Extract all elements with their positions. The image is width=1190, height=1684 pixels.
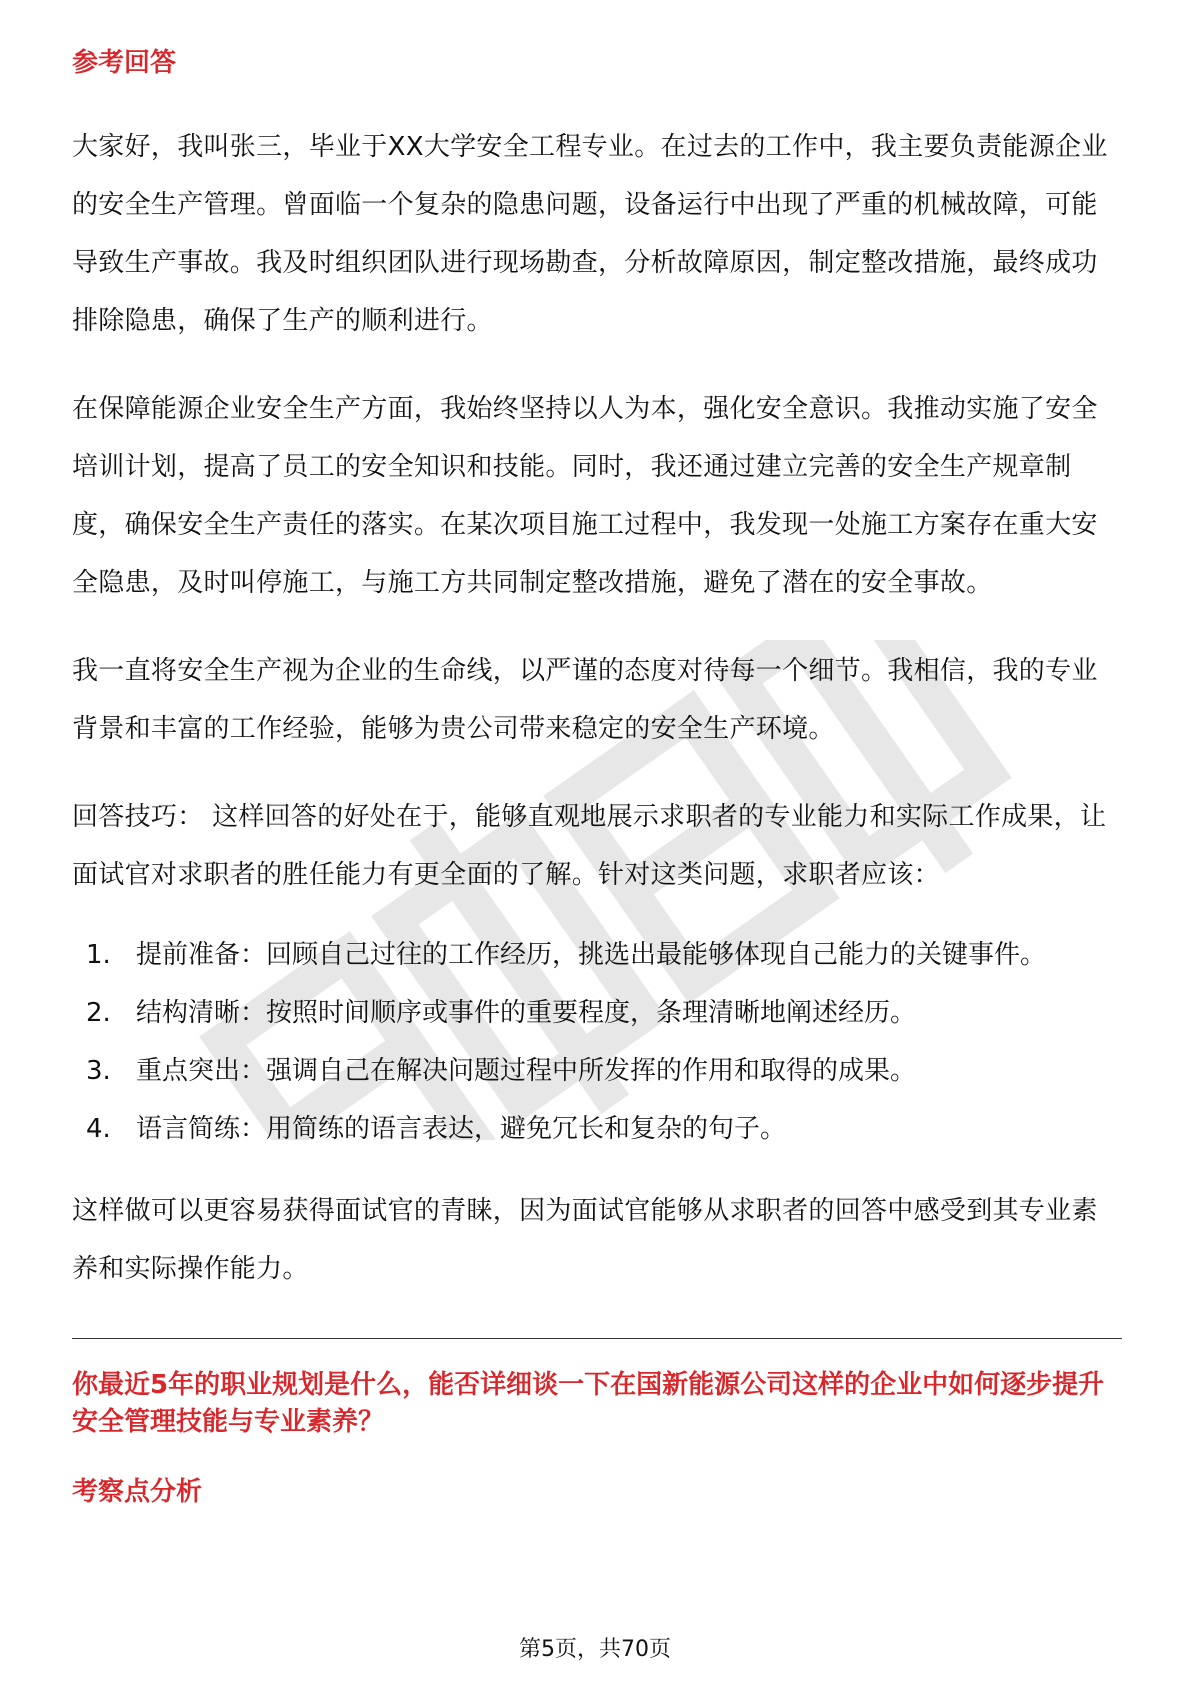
list-item-text: 结构清晰：按照时间顺序或事件的重要程度，条理清晰地阐述经历。 (136, 998, 917, 1028)
answer-paragraph-3: 我一直将安全生产视为企业的生命线，以严谨的态度对待每一个细节。我相信，我的专业背景和丰富的工作经验，能够为贵公司带来稳定的安全生产环境。 (72, 656, 1098, 744)
next-question-heading: 你最近5年的职业规划是什么，能否详细谈一下在国新能源公司这样的企业中如何逐步提升安全管理技能与专业素养？ (72, 1370, 1105, 1437)
list-item-number: 1. (86, 940, 111, 970)
analysis-heading: 考察点分析 (72, 1477, 203, 1507)
list-item (72, 1100, 1122, 1158)
reference-answer-heading: 参考回答 (72, 48, 177, 78)
list-item-text: 重点突出：强调自己在解决问题过程中所发挥的作用和取得的成果。 (136, 1056, 917, 1086)
tips-intro: 回答技巧： 这样回答的好处在于，能够直观地展示求职者的专业能力和实际工作成果，让面试官对求职者的胜任能力有更全面的了解。针对这类问题，求职者应该： (72, 802, 1107, 890)
answer-paragraph-2: 在保障能源企业安全生产方面，我始终坚持以人为本，强化安全意识。我推动实施了安全培训计划，提高了员工的安全知识和技能。同时，我还通过建立完善的安全生产规章制度，确保安全生产责任的落实。在某次项目施工过程中，我发现一处施工方案存在重大安全隐患，及时叫停施工，与施工方共同制定整改措施，避免了潜在的安全事故。 (72, 394, 1098, 598)
list-item-number: 2. (86, 998, 111, 1028)
tips-list (72, 926, 1122, 1158)
answer-paragraph-1: 大家好，我叫张三，毕业于XX大学安全工程专业。在过去的工作中，我主要负责能源企业的安全生产管理。曾面临一个复杂的隐患问题，设备运行中出现了严重的机械故障，可能导致生产事故。我及时组织团队进行现场勘查，分析故障原因，制定整改措施，最终成功排除隐患，确保了生产的顺利进行。 (72, 132, 1108, 336)
list-item (72, 926, 1122, 984)
list-item-text: 语言简练：用简练的语言表达，避免冗长和复杂的句子。 (136, 1114, 787, 1144)
tips-conclusion: 这样做可以更容易获得面试官的青睐，因为面试官能够从求职者的回答中感受到其专业素养和实际操作能力。 (72, 1196, 1098, 1284)
list-item (72, 984, 1122, 1042)
document-page (72, 44, 1122, 1511)
list-item (72, 1042, 1122, 1100)
page-indicator: 第5页，共70页 (519, 1637, 671, 1662)
list-item-text: 提前准备：回顾自己过往的工作经历，挑选出最能够体现自己能力的关键事件。 (136, 940, 1047, 970)
list-item-number: 3. (86, 1056, 111, 1086)
list-item-number: 4. (86, 1114, 111, 1144)
section-divider (72, 1338, 1122, 1339)
